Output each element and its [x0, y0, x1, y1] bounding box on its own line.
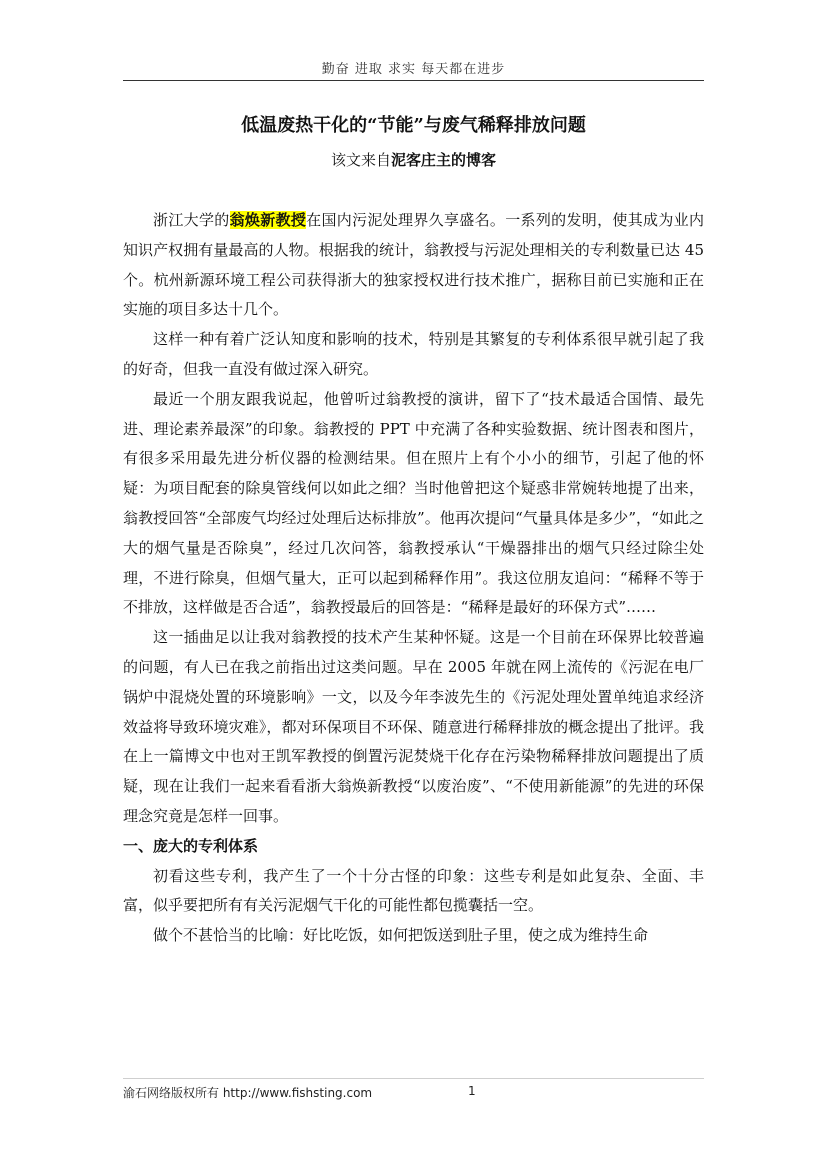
- paragraph: 做个不甚恰当的比喻：好比吃饭，如何把饭送到肚子里，使之成为维持生命: [153, 926, 649, 945]
- subtitle-source-link[interactable]: 泥客庄主的博客: [391, 151, 497, 169]
- article-body: [123, 206, 704, 951]
- paragraph: 最近一个朋友跟我说起，他曾听过翁教授的演讲，留下了“技术最适合国情、最先进、理论素养最深”的印象。翁教授的 PPT 中充满了各种实验数据、统计图表和图片，有很多采用最先进分析仪器的检测结果。但在照片上有个小小的细节，引起了他的怀疑：为项目配套的除臭管线何以如此之细？当时他曾把这个疑惑非常婉转地提了出来，翁教授回答“全部废气均经过处理后达标排放”。他再次提问“气量具体是多少”，“如此之大的烟气量是否除臭”，经过几次问答，翁教授承认“干燥器排出的烟气只经过除尘处理，不进行除臭，但烟气量大，正可以起到稀释作用”。我这位朋友追问：“稀释不等于不排放，这样做是否合适”，翁教授最后的回答是：“稀释是最好的环保方式”……: [123, 389, 704, 617]
- page-footer: [123, 1084, 704, 1101]
- article-subtitle: [123, 149, 704, 170]
- header-divider: [123, 80, 704, 81]
- paragraph: [123, 206, 704, 325]
- footer-divider: [123, 1078, 704, 1079]
- paragraph-text: 在国内污泥处理界久享盛名。一系列的发明，使其成为业内知识产权拥有量最高的人物。根据我的统计，翁教授与污泥处理相关的专利数量已达 45 个。杭州新源环境工程公司获得浙大的独家授权进行技术推广，据称目前已实施和正在实施的项目多达十几个。: [123, 211, 704, 319]
- subtitle-prefix: 该文来自: [330, 151, 391, 169]
- paragraph-text: 浙江大学的: [153, 211, 230, 229]
- paragraph: 这样一种有着广泛认知度和影响的技术，特别是其繁复的专利体系很早就引起了我的好奇，但我一直没有做过深入研究。: [123, 330, 704, 378]
- section-heading: 一、庞大的专利体系: [123, 836, 259, 855]
- page-header-motto: 勤奋 进取 求实 每天都在进步: [321, 62, 506, 77]
- page-number: 1: [468, 1084, 476, 1098]
- article-title: 低温废热干化的“节能”与废气稀释排放问题: [241, 115, 586, 136]
- paragraph: 这一插曲足以让我对翁教授的技术产生某种怀疑。这是一个目前在环保界比较普遍的问题，有人已在我之前指出过这类问题。早在 2005 年就在网上流传的《污泥在电厂锅炉中混烧处置的环境影响》一文，以及今年李波先生的《污泥处理处置单纯追求经济效益将导致环境灾难》，都对环保项目不环保、随意进行稀释排放的概念提出了批评。我在上一篇博文中也对王凯军教授的倒置污泥焚烧干化存在污染物稀释排放问题提出了质疑，现在让我们一起来看看浙大翁焕新教授“以废治废”、“不使用新能源”的先进的环保理念究竟是怎样一回事。: [123, 628, 704, 825]
- highlighted-name: 翁焕新教授: [229, 211, 307, 229]
- paragraph: 初看这些专利，我产生了一个十分古怪的印象：这些专利是如此复杂、全面、丰富，似乎要把所有有关污泥烟气干化的可能性都包揽囊括一空。: [123, 866, 704, 915]
- footer-copyright: 渝石网络版权所有 http://www.fishsting.com: [123, 1086, 373, 1100]
